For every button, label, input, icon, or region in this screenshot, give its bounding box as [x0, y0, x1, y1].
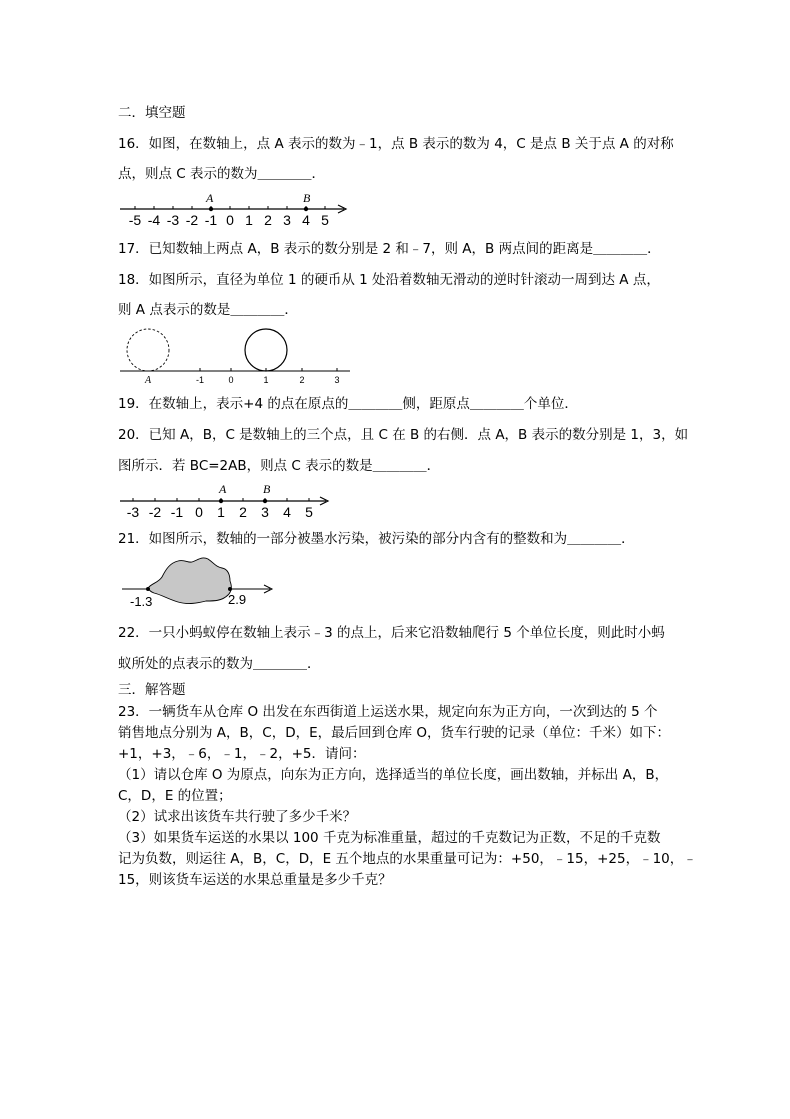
q22-line2: 蚁所处的点表示的数为＿＿＿＿．	[118, 656, 321, 672]
q20-label-a: A	[219, 482, 227, 496]
q16-tick-label: -1	[204, 212, 218, 228]
q16-line2: 点，则点 C 表示的数为＿＿＿＿．	[118, 166, 326, 182]
q16-point-b	[304, 207, 308, 211]
q17-text: 17．已知数轴上两点 A，B 表示的数分别是 2 和﹣7，则 A，B 两点间的距离是＿＿＿＿．	[118, 241, 661, 257]
q16-tick-label: 4	[302, 212, 310, 228]
q20-tick-label: 2	[239, 504, 247, 520]
q20-label-b: B	[263, 482, 271, 496]
q16-tick-label: -4	[147, 212, 161, 228]
q20-tick-label: 3	[261, 504, 269, 520]
q20-tick-label: -2	[148, 504, 162, 520]
q16-tick-label: 1	[245, 212, 253, 228]
q18-label-a: A	[144, 375, 152, 386]
q18-tick-label: 0	[228, 375, 234, 385]
q16-tick-label: 0	[226, 212, 234, 228]
q21-left-point	[146, 587, 150, 591]
q16-number-line	[118, 190, 350, 228]
q20-tick-label: -3	[126, 504, 140, 520]
q16-tick-label: 2	[264, 212, 272, 228]
q16-point-a	[209, 207, 213, 211]
q20-tick-label: -1	[170, 504, 184, 520]
q20-line2: 图所示．若 BC=2AB，则点 C 表示的数是＿＿＿＿．	[118, 458, 441, 474]
q18-dashed-coin	[127, 329, 169, 371]
q23-part2: （2）试求出该货车共行驶了多少千米？	[118, 809, 357, 825]
q23-part1-line1: （1）请以仓库 O 为原点，向东为正方向，选择适当的单位长度，画出数轴，并标出 A，B，	[118, 767, 669, 783]
q22-line1: 22．一只小蚂蚁停在数轴上表示﹣3 的点上，后来它沿数轴爬行 5 个单位长度，则此时小蚂	[118, 625, 665, 641]
q16-tick-label: 5	[321, 212, 329, 228]
q21-ink-blot	[148, 558, 231, 604]
q16-tick-label: -3	[166, 212, 180, 228]
q23-part3-line3: 15，则该货车运送的水果总重量是多少千克？	[118, 872, 392, 888]
q23-line3: +1，+3，﹣6，﹣1，﹣2，+5．请问：	[118, 746, 366, 762]
q18-solid-coin	[245, 329, 287, 371]
q16-tick-label: -2	[185, 212, 199, 228]
q20-tick-label: 0	[195, 504, 203, 520]
q21-right-label: 2.9	[228, 592, 247, 607]
q16-tick-label: 3	[283, 212, 291, 228]
q20-line1: 20．已知 A，B，C 是数轴上的三个点，且 C 在 B 的右侧．点 A，B 表示的数分别是 1，3，如	[118, 427, 689, 443]
q21-line1: 21．如图所示，数轴的一部分被墨水污染，被污染的部分内含有的整数和为＿＿＿＿．	[118, 531, 635, 547]
q21-right-point	[228, 587, 232, 591]
q23-part3-line1: （3）如果货车运送的水果以 100 千克为标准重量，超过的千克数记为正数，不足的千克数	[118, 830, 661, 846]
q23-line2: 销售地点分别为 A，B，C，D，E，最后回到仓库 O，货车行驶的记录（单位：千米）如下：	[118, 725, 671, 741]
q20-point-a	[219, 499, 223, 503]
q16-line1: 16．如图，在数轴上，点 A 表示的数为﹣1，点 B 表示的数为 4，C 是点 B 关于点 A 的对称	[118, 136, 674, 152]
section-title-answer: 三．解答题	[118, 682, 186, 698]
q20-number-line	[118, 482, 332, 520]
q16-label-b: B	[303, 191, 311, 205]
q18-coin-figure	[118, 322, 354, 388]
q18-line2: 则 A 点表示的数是＿＿＿＿．	[118, 302, 298, 318]
q16-tick-label: -5	[128, 212, 142, 228]
q19-text: 19．在数轴上，表示+4 的点在原点的＿＿＿＿侧，距原点＿＿＿＿个单位．	[118, 396, 578, 412]
q18-tick-label: 2	[299, 375, 305, 385]
q23-line1: 23．一辆货车从仓库 O 出发在东西街道上运送水果，规定向东为正方向，一次到达的 5 个	[118, 704, 658, 720]
q16-label-a: A	[206, 191, 214, 205]
q18-line1: 18．如图所示，直径为单位 1 的硬币从 1 处沿着数轴无滑动的逆时针滚动一周到达 A 点，	[118, 272, 660, 288]
section-title-fill-in: 二．填空题	[118, 105, 186, 121]
q23-part3-line2: 记为负数，则运往 A，B，C，D，E 五个地点的水果重量可记为：+50，﹣15，+25，﹣10，﹣	[118, 851, 697, 867]
q21-left-label: -1.3	[130, 594, 153, 609]
q23-part1-line2: C，D，E 的位置；	[118, 788, 232, 804]
q21-ink-stain-figure	[118, 553, 278, 611]
q18-tick-label: 1	[263, 375, 269, 385]
q20-tick-label: 1	[217, 504, 225, 520]
q20-tick-label: 5	[305, 504, 313, 520]
q18-tick-label: -1	[195, 375, 205, 385]
q20-point-b	[263, 499, 267, 503]
q20-tick-label: 4	[283, 504, 291, 520]
q18-tick-label: 3	[334, 375, 340, 385]
